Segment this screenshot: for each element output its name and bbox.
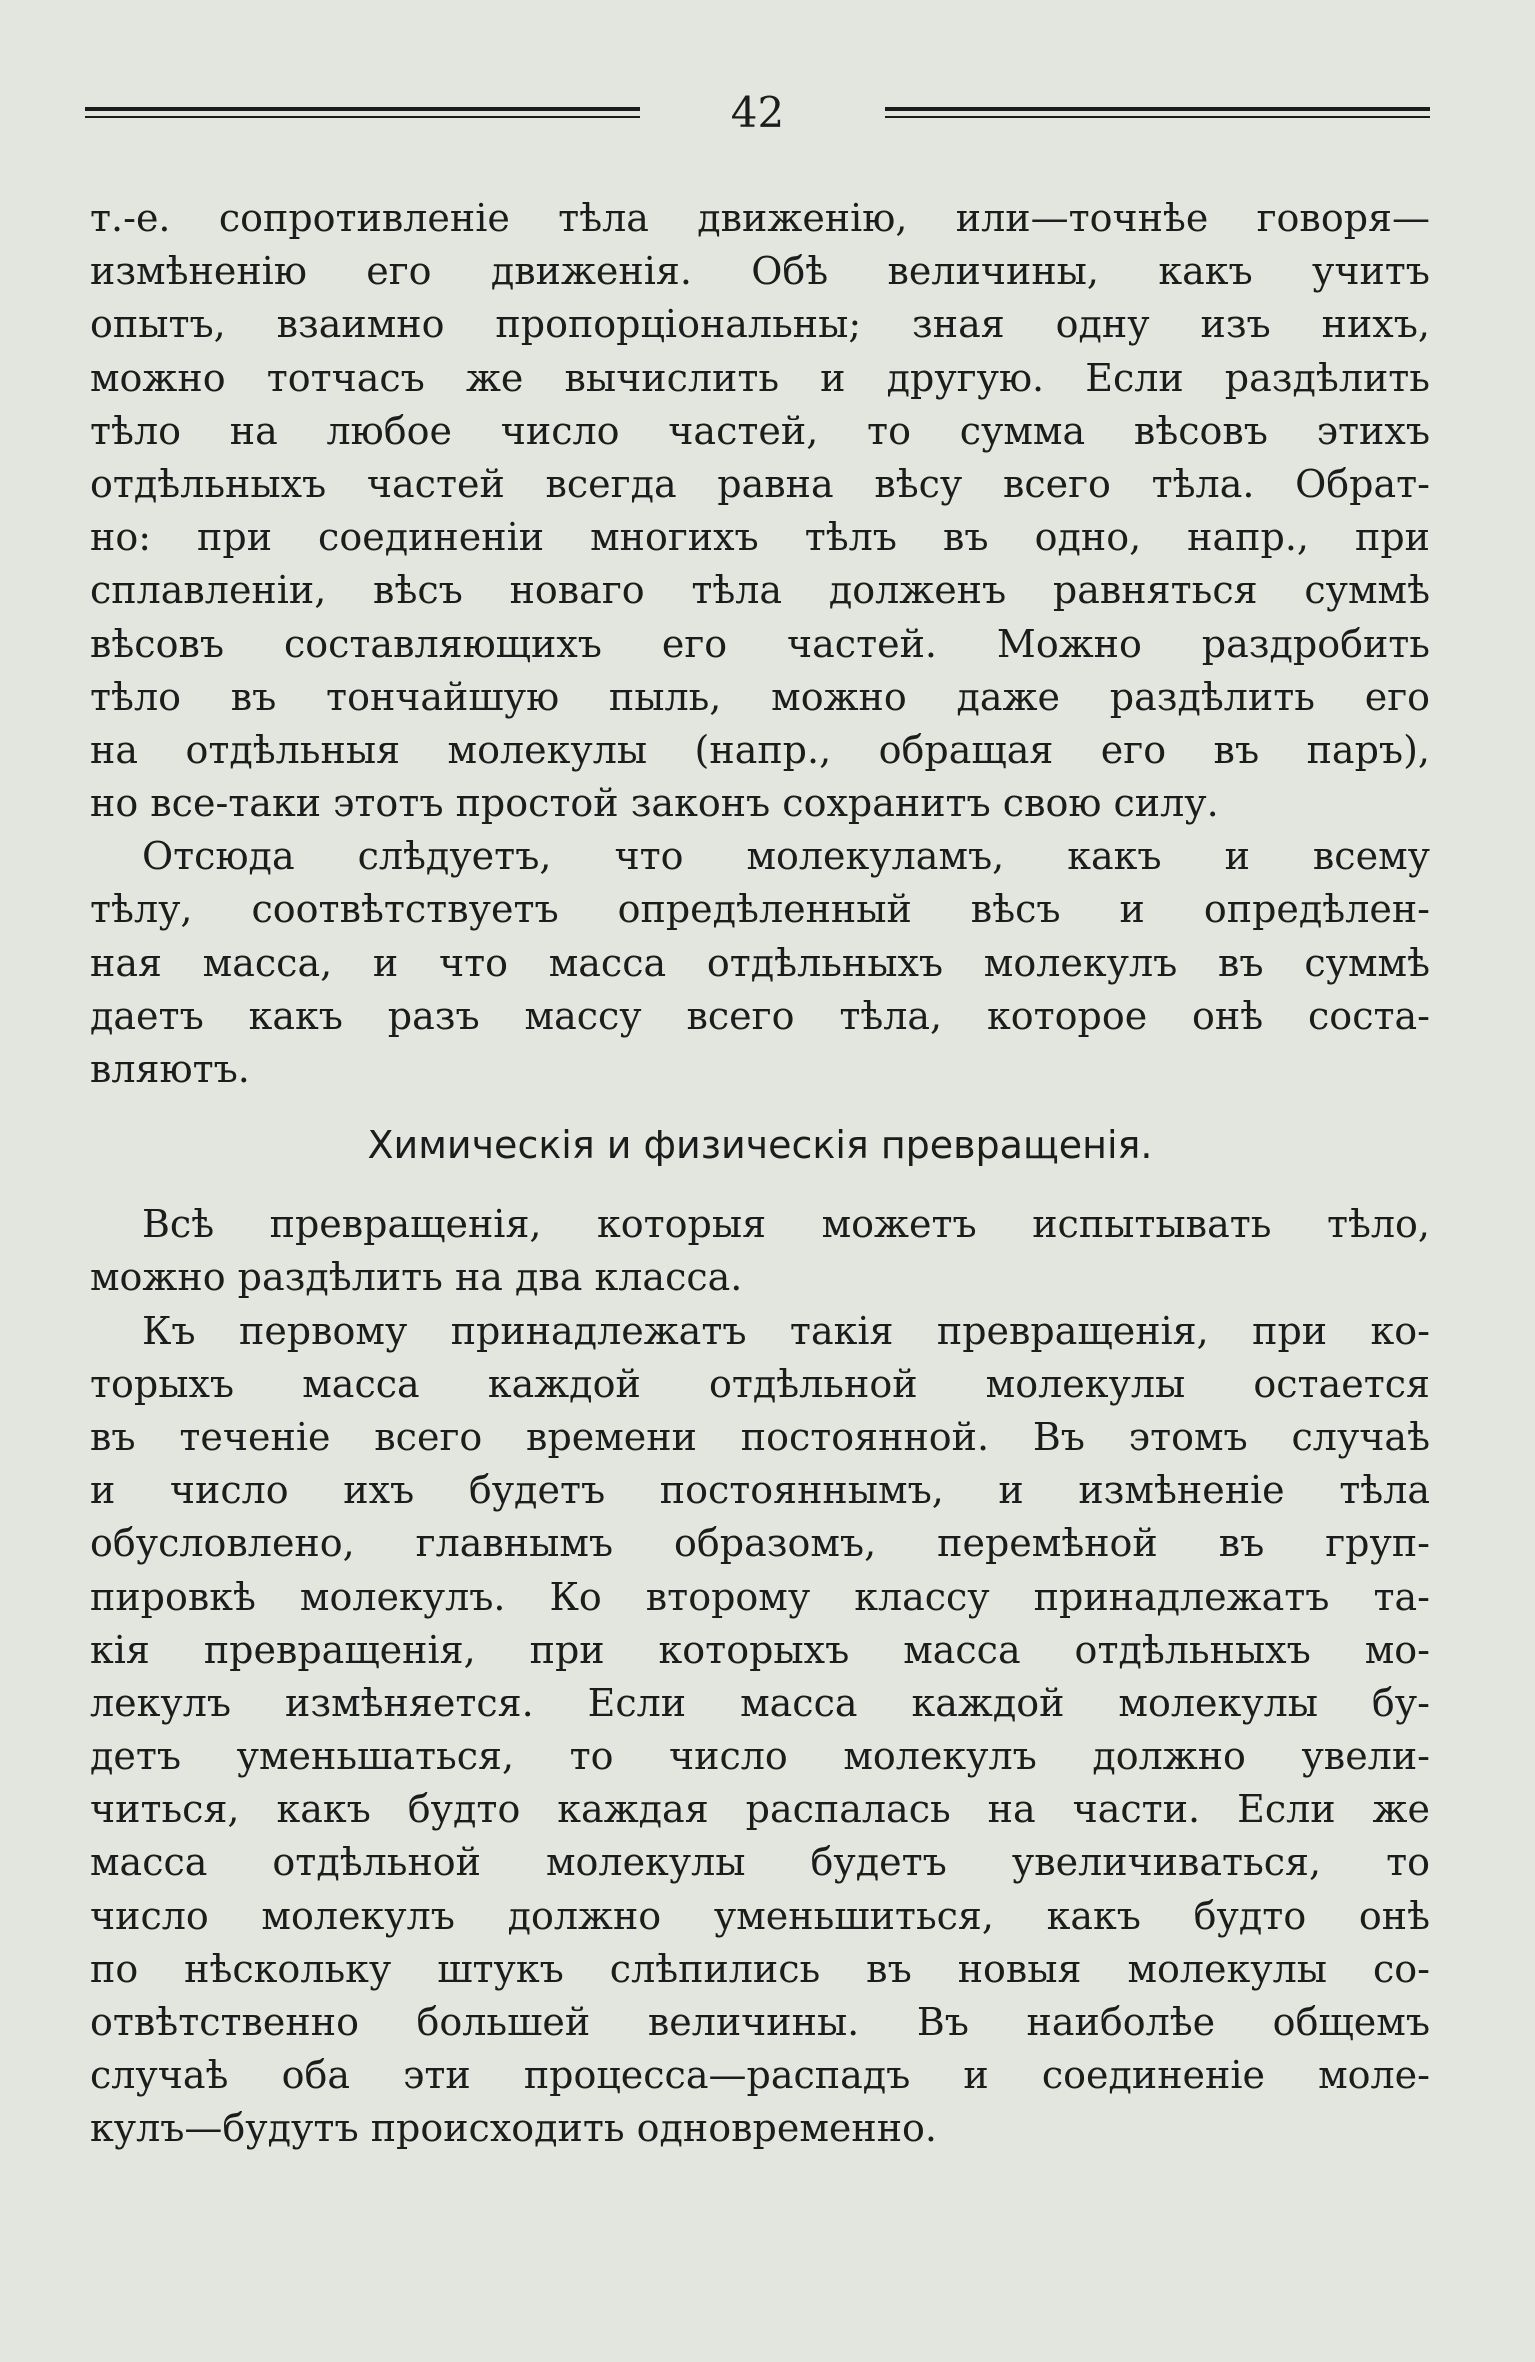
text-line: пировкѣ молекулъ. Ко второму классу принадлежатъ та- bbox=[90, 1574, 1430, 1619]
section-heading: Химическія и физическія превращенія. bbox=[367, 1123, 1153, 1168]
text-line: обусловлено, главнымъ образомъ, перемѣной въ груп- bbox=[90, 1521, 1430, 1566]
text-line: на отдѣльныя молекулы (напр., обращая его въ паръ), bbox=[90, 727, 1430, 772]
text-line: лекулъ измѣняется. Если масса каждой молекулы бу- bbox=[90, 1680, 1430, 1725]
text-line: детъ уменьшаться, то число молекулъ должно увели- bbox=[90, 1734, 1430, 1779]
text-line: случаѣ оба эти процесса—распадъ и соединеніе моле- bbox=[90, 2053, 1430, 2098]
text-line: вѣсовъ составляющихъ его частей. Можно раздробить bbox=[90, 621, 1430, 666]
text-line: ная масса, и что масса отдѣльныхъ молекулъ въ суммѣ bbox=[90, 940, 1430, 985]
text-line: въ теченіе всего времени постоянной. Въ этомъ случаѣ bbox=[90, 1414, 1430, 1459]
text-line: вляютъ. bbox=[90, 1047, 250, 1091]
paragraph bbox=[90, 192, 1430, 830]
paragraph bbox=[90, 1305, 1430, 2156]
text-line: кулъ—будутъ происходить одновременно. bbox=[90, 2106, 938, 2151]
page-body bbox=[90, 192, 1430, 2156]
text-line: Всѣ превращенія, которыя можетъ испытывать тѣло, bbox=[142, 1202, 1430, 1247]
text-line: и число ихъ будетъ постояннымъ, и измѣненіе тѣла bbox=[90, 1468, 1430, 1513]
text-before-heading bbox=[90, 192, 1430, 1096]
text-line: по нѣскольку штукъ слѣпились въ новыя молекулы со- bbox=[90, 1946, 1430, 1991]
text-line: сплавленіи, вѣсъ новаго тѣла долженъ равняться суммѣ bbox=[90, 568, 1430, 613]
text-line: торыхъ масса каждой отдѣльной молекулы остается bbox=[90, 1361, 1430, 1406]
text-line: но все-таки этотъ простой законъ сохранитъ свою силу. bbox=[90, 781, 1219, 826]
text-line: отдѣльныхъ частей всегда равна вѣсу всего тѣла. Обрат- bbox=[90, 461, 1430, 506]
text-line: Къ первому принадлежатъ такія превращенія, при ко- bbox=[142, 1308, 1430, 1353]
header-rule-right bbox=[885, 107, 1430, 118]
text-line: можно тотчасъ же вычислить и другую. Если раздѣлить bbox=[90, 355, 1430, 400]
text-line: число молекулъ должно уменьшиться, какъ будто онѣ bbox=[90, 1893, 1430, 1938]
text-after-heading bbox=[90, 1198, 1430, 2155]
text-line: т.-е. сопротивленіе тѣла движенію, или—точнѣе говоря— bbox=[90, 196, 1430, 240]
text-line: тѣло на любое число частей, то сумма вѣсовъ этихъ bbox=[90, 408, 1430, 453]
text-line: отвѣтственно большей величины. Въ наиболѣе общемъ bbox=[90, 2000, 1430, 2044]
text-line: Отсюда слѣдуетъ, что молекуламъ, какъ и всему bbox=[142, 834, 1430, 879]
page-header bbox=[85, 85, 1430, 145]
text-line: но: при соединеніи многихъ тѣлъ въ одно, напр., при bbox=[90, 515, 1430, 560]
text-line: тѣлу, соотвѣтствуетъ опредѣленный вѣсъ и опредѣлен- bbox=[90, 887, 1430, 932]
text-line: опытъ, взаимно пропорціональны; зная одну изъ нихъ, bbox=[90, 302, 1430, 347]
paragraph bbox=[90, 1198, 1430, 1304]
text-line: измѣненію его движенія. Обѣ величины, какъ учитъ bbox=[90, 249, 1430, 294]
text-line: можно раздѣлить на два класса. bbox=[90, 1255, 743, 1300]
text-line: читься, какъ будто каждая распалась на части. Если же bbox=[90, 1787, 1430, 1832]
page-number: 42 bbox=[730, 88, 785, 137]
text-line: даетъ какъ разъ массу всего тѣла, которое онѣ соста- bbox=[90, 993, 1430, 1038]
text-line: тѣло въ тончайшую пыль, можно даже раздѣлить его bbox=[90, 674, 1430, 719]
text-line: масса отдѣльной молекулы будетъ увеличиваться, то bbox=[90, 1840, 1430, 1885]
text-line: кія превращенія, при которыхъ масса отдѣльныхъ мо- bbox=[90, 1627, 1430, 1672]
paragraph bbox=[90, 830, 1430, 1096]
